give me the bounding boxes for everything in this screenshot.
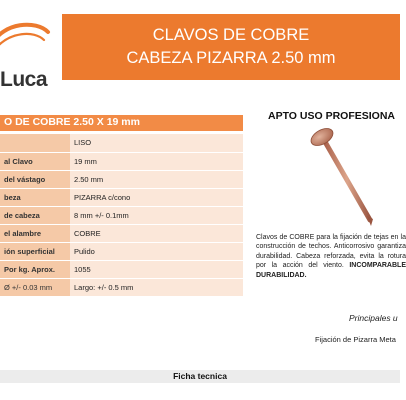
title-banner	[62, 14, 400, 80]
spec-label: Por kg. Aprox.	[0, 260, 70, 278]
table-row	[0, 188, 243, 206]
spec-label: beza	[0, 188, 70, 206]
table-row	[0, 134, 243, 152]
table-row	[0, 224, 243, 242]
professional-use-heading: APTO USO PROFESIONA	[268, 110, 395, 122]
spec-label: del vástago	[0, 170, 70, 188]
logo-swoosh-icon	[0, 18, 50, 58]
spec-table	[0, 134, 243, 297]
table-row	[0, 260, 243, 278]
description-emphasis: INCOMPARABLE DURABILIDAD.	[256, 262, 406, 279]
copper-nail-icon	[306, 120, 400, 228]
spec-value: LISO	[70, 134, 243, 152]
page-title-line2: CABEZA PIZARRA 2.50 mm	[126, 49, 336, 67]
brand-logo	[0, 18, 62, 91]
table-row	[0, 242, 243, 260]
spec-section-title: O DE COBRE 2.50 X 19 mm	[4, 116, 140, 128]
page-title-line1: CLAVOS DE COBRE	[152, 26, 310, 44]
table-row-tolerance	[0, 278, 243, 296]
spec-label	[0, 134, 70, 152]
spec-section-header	[0, 115, 243, 131]
table-row	[0, 206, 243, 224]
spec-value: 1055	[70, 260, 243, 278]
table-row	[0, 152, 243, 170]
spec-value: 19 mm	[70, 152, 243, 170]
tolerance-length: Largo: +/- 0.5 mm	[70, 278, 243, 296]
description-text: Clavos de COBRE para la fijación de tejas en la construcción de techos. Anticorrosivo garantiza durabilidad. Cabeza reforzada, evita la rotura por la acción del viento.	[256, 234, 406, 270]
spec-value: 2.50 mm	[70, 170, 243, 188]
spec-label: al Clavo	[0, 152, 70, 170]
spec-label: ión superficial	[0, 242, 70, 260]
spec-value: Pulido	[70, 242, 243, 260]
spec-value: PIZARRA c/cono	[70, 188, 243, 206]
footer	[0, 370, 400, 383]
spec-label: el alambre	[0, 224, 70, 242]
spec-value: 8 mm +/- 0.1mm	[70, 206, 243, 224]
use-item: Fijación de Pizarra Meta	[315, 335, 396, 344]
logo-text: Luca	[0, 68, 48, 91]
tolerance-diameter: Ø +/- 0.03 mm	[0, 278, 70, 296]
spec-label: de cabeza	[0, 206, 70, 224]
spec-value: COBRE	[70, 224, 243, 242]
footer-label: Ficha tecnica	[173, 371, 227, 381]
product-description	[256, 233, 406, 280]
table-row	[0, 170, 243, 188]
main-uses-heading: Principales u	[349, 313, 398, 323]
